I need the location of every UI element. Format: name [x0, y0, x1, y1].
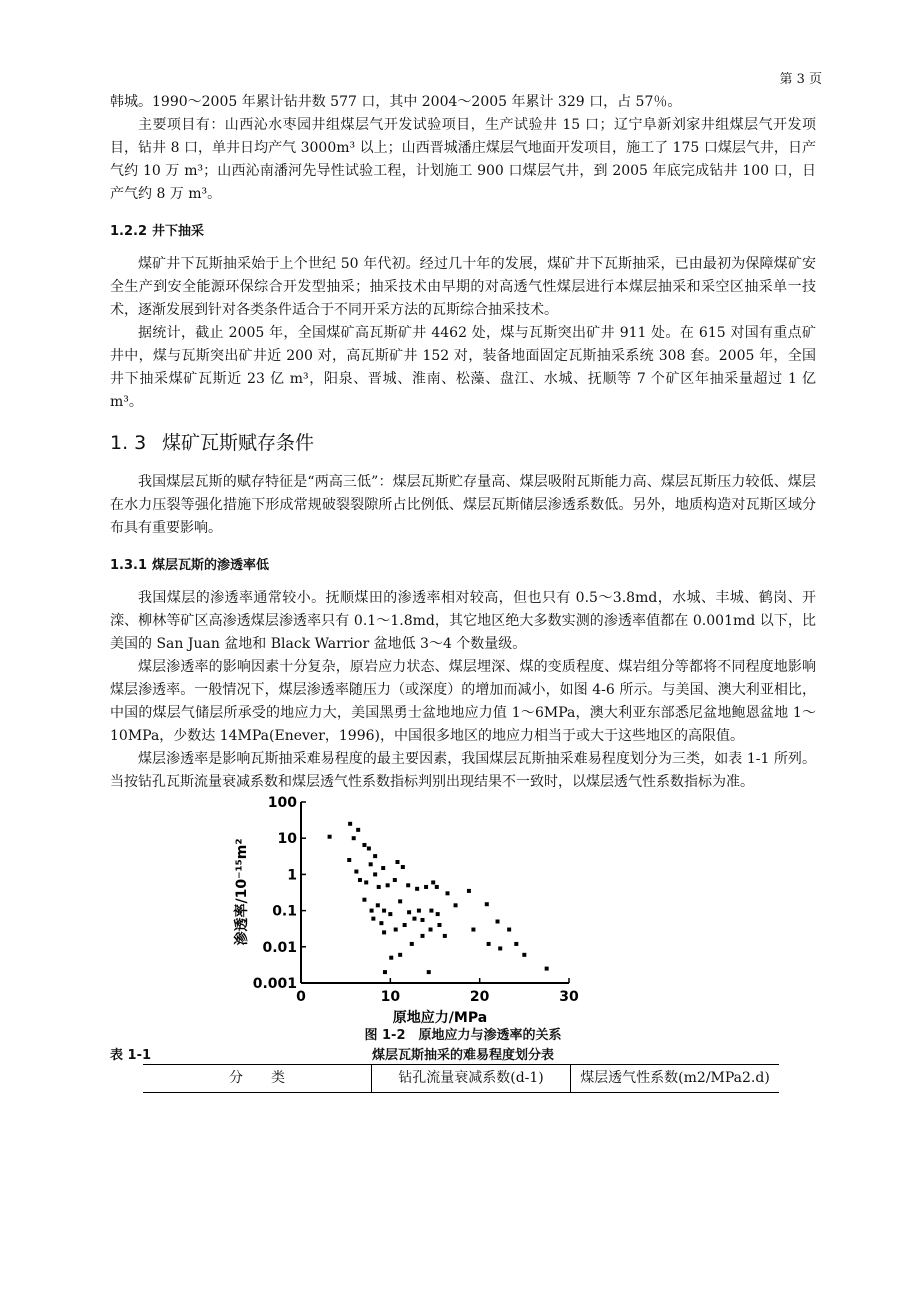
scatter-point	[420, 934, 424, 938]
scatter-point	[410, 942, 414, 946]
scatter-point	[362, 898, 366, 902]
scatter-point	[437, 923, 441, 927]
x-axis-label: 原地应力/MPa	[392, 1010, 488, 1024]
paragraph-1-3-1-b: 煤层渗透率的影响因素十分复杂，原岩应力状态、煤层埋深、煤的变质程度、煤岩组分等都将不同程度地影响煤层渗透率。一般情况下，煤层渗透率随压力（或深度）的增加而减小，如图 4-6 所示。与美国、澳大利亚相比，中国的煤层气储层所承受的地应力大，美国黑勇士盆地地应力值 1～6MPa，澳大利亚东部悉尼盆地鲍恩盆地 1～10MPa，少数达 14MPa(Enever，1996)，中国很多地区的地应力相当于或大于这些地区的高限值。	[110, 659, 816, 744]
scatter-point	[429, 909, 433, 913]
y-axis-label: 渗透率/10⁻¹⁵m²	[234, 838, 250, 946]
scatter-point	[496, 919, 500, 923]
section-heading-1-3-1	[110, 554, 816, 577]
paragraph-1-2-2-b: 据统计，截止 2005 年，全国煤矿高瓦斯矿井 4462 处，煤与瓦斯突出矿井 911 处。在 615 对国有重点矿井中，煤与瓦斯突出矿井近 200 对，高瓦斯矿井 152 对，装备地面固定瓦斯抽采系统 308 套。2005 年，全国井下抽采煤矿瓦斯近 23 亿 m³，阳泉、晋城、淮南、松藻、盘江、水城、抚顺等 7 个矿区年抽采量超过 1 亿 m³。	[110, 325, 816, 410]
scatter-point	[370, 909, 374, 913]
scatter-point	[377, 885, 381, 889]
scatter-point	[417, 909, 421, 913]
scatter-point	[381, 866, 385, 870]
scatter-point	[435, 885, 439, 889]
scatter-point	[427, 970, 431, 974]
scatter-point	[352, 836, 356, 840]
scatter-point	[485, 902, 489, 906]
scatter-point	[498, 946, 502, 950]
section-title: 煤矿瓦斯赋存条件	[162, 432, 315, 454]
scatter-point	[507, 928, 511, 932]
scatter-point	[328, 835, 332, 839]
paragraph-top-1: 韩城。1990～2005 年累计钻井数 577 口，其中 2004～2005 年累计 329 口，占 57％。	[110, 94, 682, 110]
scatter-point	[454, 903, 458, 907]
scatter-point	[373, 854, 377, 858]
scatter-point	[467, 889, 471, 893]
scatter-point	[362, 843, 366, 847]
scatter-point	[356, 828, 360, 832]
scatter-point	[436, 912, 440, 916]
table-label: 表 1-1	[110, 1048, 152, 1063]
table-header-permeability-coefficient: 煤层透气性系数(m2/MPa2.d)	[571, 1065, 780, 1093]
chart-axes	[301, 802, 569, 983]
scatter-point	[382, 930, 386, 934]
scatter-point	[545, 967, 549, 971]
scatter-point	[348, 822, 352, 826]
figure-caption: 图 1-2 原地应力与渗透率的关系	[364, 1028, 562, 1043]
scatter-point	[358, 878, 362, 882]
section-title: 井下抽采	[152, 224, 205, 239]
paragraph-1-3-1-a: 我国煤层的渗透率通常较小。抚顺煤田的渗透率相对较高，但也只有 0.5～3.8md，水城、丰城、鹤岗、开滦、柳林等矿区高渗透煤层渗透率只有 0.1～1.8md，其它地区绝大多数实测的渗透率值都在 0.001md 以下，比美国的 San Juan 盆地和 Black Warrior 盆地低 3～4 个数量级。	[110, 590, 816, 652]
table-title: 煤层瓦斯抽采的难易程度划分表	[371, 1048, 554, 1063]
paragraph-1-2-2-a: 煤矿井下瓦斯抽采始于上个世纪 50 年代初。经过几十年的发展，煤矿井下瓦斯抽采，已由最初为保障煤矿安全生产到安全能源环保综合开发型抽采；抽采技术由早期的对高透气性煤层进行本煤层抽采和采空区抽采单一技术，逐渐发展到针对各类条件适合于不同开采方法的瓦斯综合抽采技术。	[110, 256, 816, 318]
table-title-row	[110, 1042, 816, 1064]
scatter-point	[369, 862, 373, 866]
scatter-point	[407, 910, 411, 914]
scatter-point	[487, 942, 491, 946]
paragraph-1-3-1-c: 煤层渗透率是影响瓦斯抽采难易程度的最主要因素，我国煤层瓦斯抽采难易程度划分为三类，如表 1-1 所列。当按钻孔瓦斯流量衰减系数和煤层透气性系数指标判别出现结果不一致时，以煤层透气性系数指标为准。	[110, 751, 816, 790]
x-tick-label: 0	[296, 989, 306, 1005]
table-header-row	[143, 1065, 779, 1093]
scatter-point	[412, 917, 416, 921]
scatter-point	[514, 942, 518, 946]
y-tick-label: 0.01	[262, 939, 297, 956]
scatter-point	[401, 865, 405, 869]
scatter-point	[471, 928, 475, 932]
paragraph-top-2: 主要项目有：山西沁水枣园井组煤层气开发试验项目，生产试验井 15 口；辽宁阜新刘家井组煤层气开发项目，钻井 8 口，单井日均产气 3000m³ 以上；山西晋城潘庄煤层气地面开发项目，施工了 175 口煤层气井，日产气约 10 万 m³；山西沁南潘河先导性试验工程，计划施工 900 口煤层气井，到 2005 年底完成钻井 100 口，日产气约 8 万 m³。	[110, 117, 816, 202]
x-tick-label: 20	[469, 989, 490, 1005]
scatter-point	[382, 909, 386, 913]
page-number: 第 3 页	[779, 72, 822, 87]
scatter-point	[429, 928, 433, 932]
scatter-point	[354, 870, 358, 874]
difficulty-table	[143, 1064, 779, 1093]
scatter-point	[398, 953, 402, 957]
scatter-point	[367, 846, 371, 850]
scatter-point	[446, 891, 450, 895]
section-heading-1-3	[110, 432, 816, 455]
scatter-point	[393, 878, 397, 882]
scatter-point	[406, 883, 410, 887]
scatter-point	[395, 860, 399, 864]
scatter-point	[364, 880, 368, 884]
y-tick-label: 0.001	[252, 976, 297, 992]
scatter-point	[383, 970, 387, 974]
scatter-point	[394, 928, 398, 932]
scatter-point	[443, 934, 447, 938]
x-tick-label: 30	[559, 989, 579, 1005]
page-content	[110, 91, 816, 1093]
figure-permeability	[110, 796, 816, 1042]
table-header-decay-coefficient: 钻孔流量衰减系数(d-1)	[372, 1065, 571, 1093]
x-tick-label: 10	[380, 989, 401, 1005]
scatter-chart	[110, 796, 816, 1024]
scatter-point	[403, 923, 407, 927]
section-number: 1. 3	[110, 432, 147, 454]
y-tick-label: 0.1	[272, 903, 297, 920]
scatter-point	[389, 956, 393, 960]
table-header-category: 分 类	[143, 1065, 372, 1093]
scatter-point	[379, 921, 383, 925]
scatter-point	[522, 953, 526, 957]
scatter-point	[376, 903, 380, 907]
scatter-point	[388, 912, 392, 916]
scatter-point	[373, 872, 377, 876]
scatter-point	[431, 880, 435, 884]
section-heading-1-2-2	[110, 220, 816, 243]
section-number: 1.3.1	[110, 558, 148, 573]
scatter-point	[371, 917, 375, 921]
scatter-point	[386, 883, 390, 887]
section-title: 煤层瓦斯的渗透率低	[152, 558, 270, 573]
y-tick-label: 1	[287, 867, 297, 884]
scatter-point	[398, 899, 402, 903]
scatter-point	[420, 918, 424, 922]
y-tick-label: 100	[267, 796, 297, 811]
scatter-point	[424, 885, 428, 889]
scatter-point	[347, 858, 351, 862]
section-number: 1.2.2	[110, 224, 148, 239]
paragraph-1-3: 我国煤层瓦斯的赋存特征是“两高三低”：煤层瓦斯贮存量高、煤层吸附瓦斯能力高、煤层瓦斯压力较低、煤层在水力压裂等强化措施下形成常规破裂裂隙所占比例低、煤层瓦斯储层渗透系数低。另外，地质构造对瓦斯区域分布具有重要影响。	[110, 474, 816, 536]
scatter-point	[415, 887, 419, 891]
y-tick-label: 10	[277, 831, 297, 848]
